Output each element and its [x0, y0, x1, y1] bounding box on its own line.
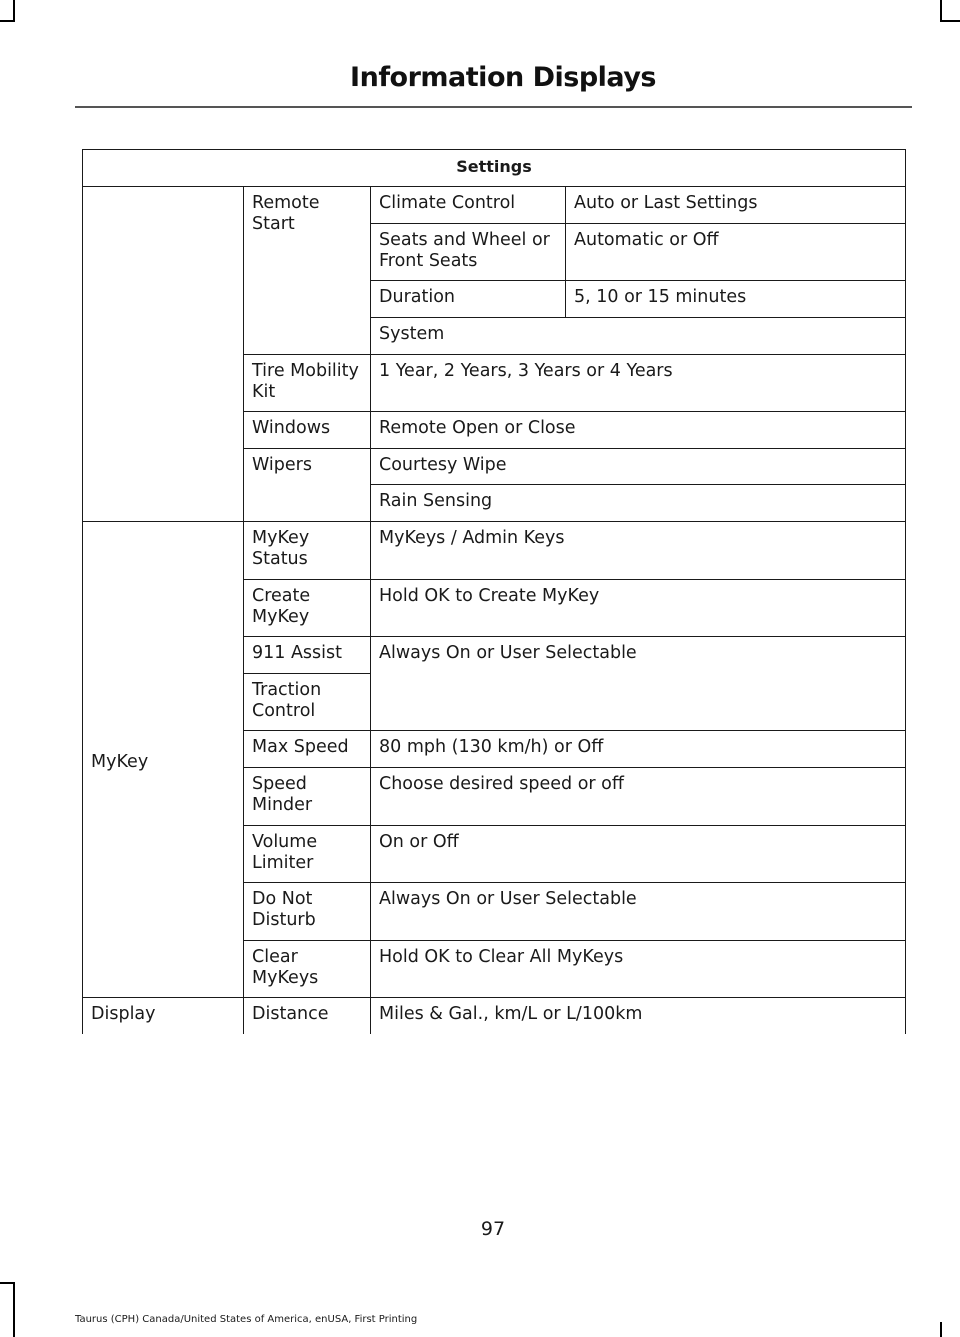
table-cell-value: Courtesy Wipe — [371, 449, 906, 485]
table-cell-setting: Wipers — [244, 449, 371, 522]
table-cell-value: Always On or User Selectable — [371, 637, 906, 731]
settings-table — [82, 149, 906, 1034]
table-cell-setting: Distance — [244, 998, 371, 1034]
table-cell-value: Hold OK to Create MyKey — [371, 580, 906, 637]
table-cell-option: Climate Control — [371, 187, 566, 224]
table-cell-value: Always On or User Selectable — [371, 883, 906, 941]
table-cell-setting: Clear MyKeys — [244, 941, 371, 998]
table-cell-setting: Max Speed — [244, 731, 371, 768]
table-cell-value: 80 mph (130 km/h) or Off — [371, 731, 906, 768]
table-cell-setting: Do Not Disturb — [244, 883, 371, 941]
table-cell-category: Display — [83, 998, 244, 1034]
table-caption: Settings — [83, 150, 906, 187]
table-cell-value: 5, 10 or 15 minutes — [566, 281, 906, 318]
page-number: 97 — [480, 1218, 506, 1240]
table-cell-setting: Tire Mobility Kit — [244, 355, 371, 412]
crop-mark-top-right — [940, 0, 942, 22]
title-divider — [75, 106, 912, 108]
table-cell-setting: Create MyKey — [244, 580, 371, 637]
table-cell-value: MyKeys / Admin Keys — [371, 522, 906, 580]
table-cell-setting: Traction Control — [244, 674, 371, 731]
table-cell-setting: Windows — [244, 412, 371, 449]
table-cell-value: Remote Open or Close — [371, 412, 906, 449]
table-cell-value: Hold OK to Clear All MyKeys — [371, 941, 906, 998]
table-cell-value: Choose desired speed or off — [371, 768, 906, 826]
table-cell-setting: Remote Start — [244, 187, 371, 355]
table-cell-setting: MyKey Status — [244, 522, 371, 580]
table-cell-option: Duration — [371, 281, 566, 318]
footer-text: Taurus (CPH) Canada/United States of America, enUSA, First Printing — [75, 1314, 418, 1325]
table-cell-value: Miles & Gal., km/L or L/100km — [371, 998, 906, 1034]
crop-mark-bottom-left — [13, 1282, 15, 1337]
table-cell-option: System — [371, 318, 906, 355]
crop-mark-top-left-h — [0, 20, 15, 22]
crop-mark-top-right-h — [940, 20, 960, 22]
table-cell-setting: Volume Limiter — [244, 826, 371, 883]
table-cell-setting: Speed Minder — [244, 768, 371, 826]
table-cell-category: MyKey — [83, 522, 244, 998]
table-cell-option: Seats and Wheel or Front Seats — [371, 224, 566, 281]
crop-mark-bottom-right — [940, 1322, 942, 1337]
table-cell-value: Automatic or Off — [566, 224, 906, 281]
crop-mark-top-left — [13, 0, 15, 20]
table-cell-category — [83, 187, 244, 522]
table-cell-value: Rain Sensing — [371, 485, 906, 522]
page-title: Information Displays — [350, 62, 656, 93]
table-cell-value: Auto or Last Settings — [566, 187, 906, 224]
table-cell-setting: 911 Assist — [244, 637, 371, 674]
table-cell-value: 1 Year, 2 Years, 3 Years or 4 Years — [371, 355, 906, 412]
table-cell-value: On or Off — [371, 826, 906, 883]
crop-mark-bottom-left-h — [0, 1282, 15, 1284]
